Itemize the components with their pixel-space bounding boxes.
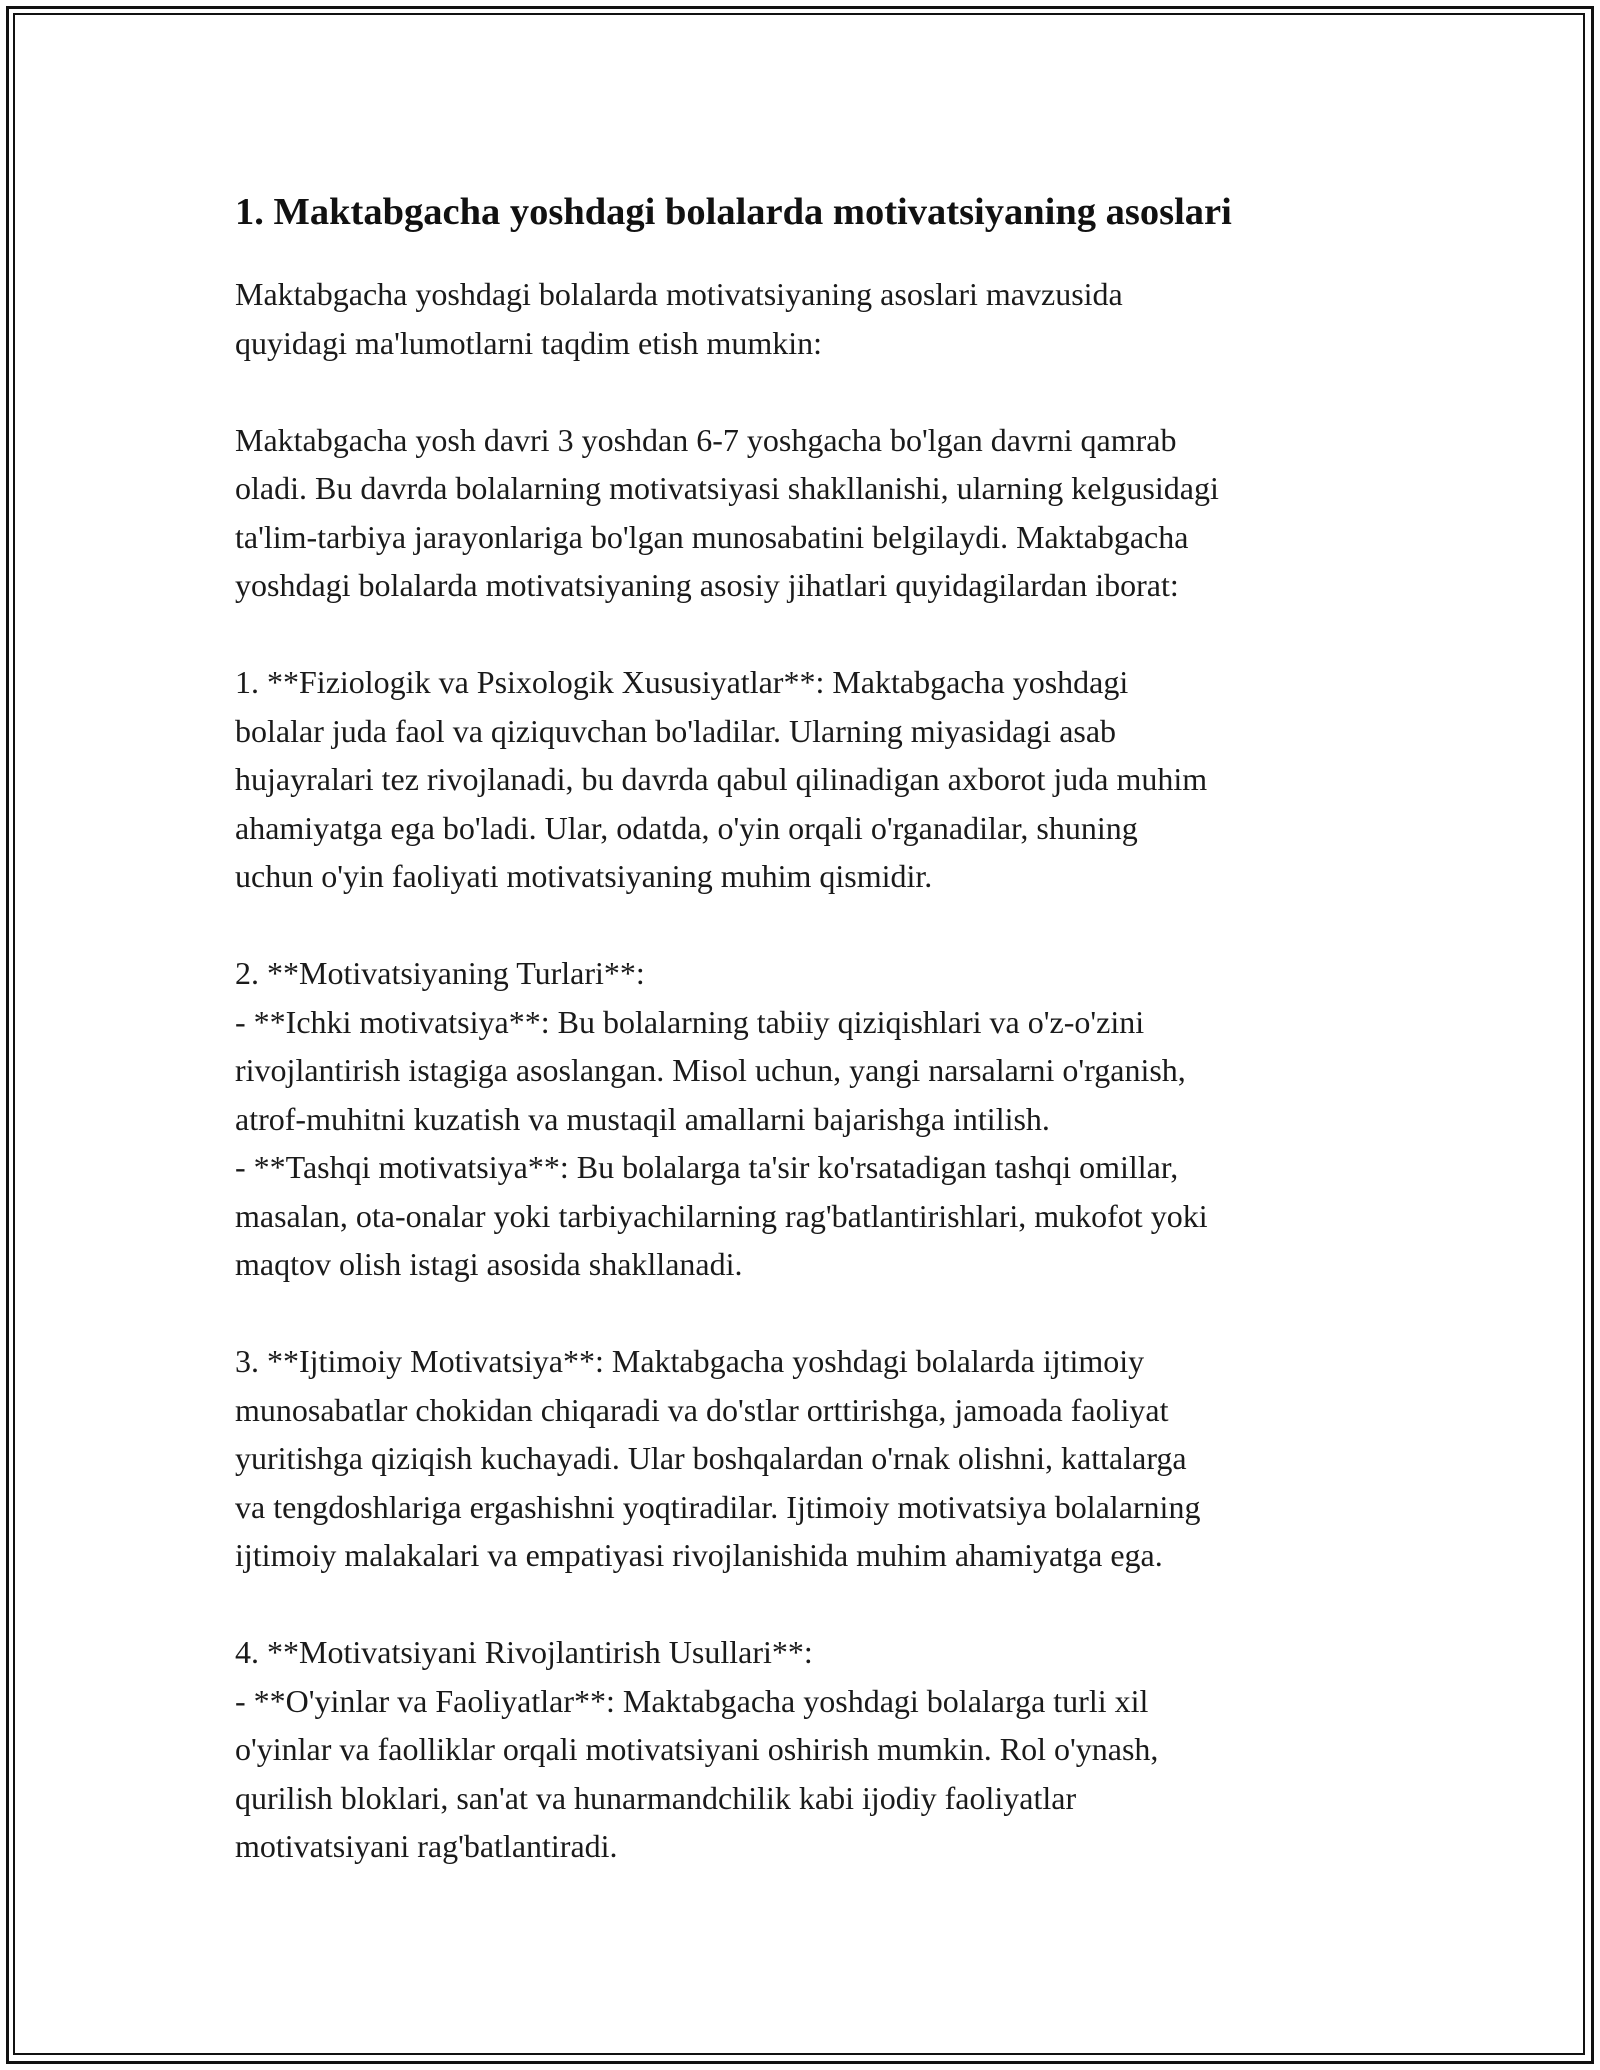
paragraph-spacer [235,901,1375,950]
section-heading: 1. Maktabgacha yoshdagi bolalarda motivatsiyaning asoslari [235,191,1232,233]
paragraph-spacer [235,1289,1375,1338]
paragraph-age-period: Maktabgacha yosh davri 3 yoshdan 6-7 yoshgacha bo'lgan davrni qamrab oladi. Bu davrda bolalarning motivatsiyasi shakllanishi, ularning kelgusidagi ta'lim-tarbiya jarayonlariga bo'lgan munosabatini belgilaydi. Maktabgacha yoshdagi bolalarda motivatsiyaning asosiy jihatlari quyidagilardan iborat: [235,421,1219,603]
paragraph-item-3: 3. **Ijtimoiy Motivatsiya**: Maktabgacha yoshdagi bolalarda ijtimoiy munosabatlar chokidan chiqaradi va do'stlar orttirishga, jamoada faoliyat yuritishga qiziqish kuchayadi. Ular boshqalardan o'rnak olishni, kattalarga va tengdoshlariga ergashishni yoqtiradilar. Ijtimoiy motivatsiya bolalarning ijtimoiy malakalari va empatiyasi rivojlanishida muhim ahamiyatga ega. [235,1343,1201,1573]
paragraph-spacer [235,1580,1375,1629]
paragraph-item-4: 4. **Motivatsiyani Rivojlantirish Usullari**: - **O'yinlar va Faoliyatlar**: Maktabgacha yoshdagi bolalarga turli xil o'yinlar va faolliklar orqali motivatsiyani oshirish mumkin. Rol o'ynash, qurilish bloklari, san'at va hunarmandchilik kabi ijodiy faoliyatlar motivatsiyani rag'batlantiradi. [235,1634,1159,1864]
paragraph-item-2: 2. **Motivatsiyaning Turlari**: - **Ichki motivatsiya**: Bu bolalarning tabiiy qiziqishlari va o'z-o'zini rivojlantirish istagiga asoslangan. Misol uchun, yangi narsalarni o'rganish, atrof-muhitni kuzatish va mustaqil amallarni bajarishga intilish. - **Tashqi motivatsiya**: Bu bolalarga ta'sir ko'rsatadigan tashqi omillar, masalan, ota-onalar yoki tarbiyachilarning rag'batlantirishlari, mukofot yoki maqtov olish istagi asosida shakllanadi. [235,955,1208,1282]
paragraph-spacer [235,610,1375,659]
paragraph-item-1: 1. **Fiziologik va Psixologik Xususiyatlar**: Maktabgacha yoshdagi bolalar juda faol va qiziquvchan bo'ladilar. Ularning miyasidagi asab hujayralari tez rivojlanadi, bu davrda qabul qilinadigan axborot juda muhim ahamiyatga ega bo'ladi. Ular, odatda, o'yin orqali o'rganadilar, shuning uchun o'yin faoliyati motivatsiyaning muhim qismidir. [235,664,1208,894]
paragraph-spacer [235,367,1375,416]
document-body [235,188,1375,1871]
paragraph-intro: Maktabgacha yoshdagi bolalarda motivatsiyaning asoslari mavzusida quyidagi ma'lumotlarni taqdim etish mumkin: [235,276,1123,361]
